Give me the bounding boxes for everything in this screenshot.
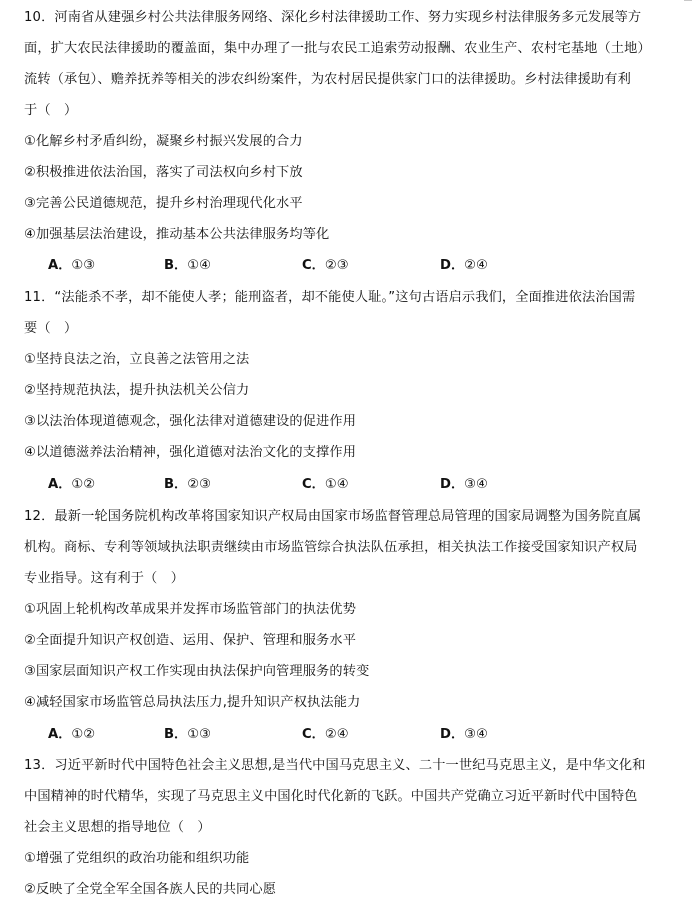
q12-stem-line-2: 机构。商标、专利等领域执法职责继续由市场监管综合执法队伍承担，相关执法工作接受国家知识产权局 xyxy=(24,540,638,555)
q12-option-a[interactable]: A．①② xyxy=(48,727,96,742)
q11-stem-line-1: 11．“法能杀不孝，却不能使人孝；能刑盗者，却不能使人耻。”这句古语启示我们，全面推进依法治国需 xyxy=(24,290,636,305)
q10-statement-1: ①化解乡村矛盾纠纷，凝聚乡村振兴发展的合力 xyxy=(24,134,303,149)
q12-statement-4: ④减轻国家市场监管总局执法压力,提升知识产权执法能力 xyxy=(24,695,361,710)
q11-option-a[interactable]: A．①② xyxy=(48,477,96,492)
q10-statement-3: ③完善公民道德规范，提升乡村治理现代化水平 xyxy=(24,196,303,211)
q10-statement-2: ②积极推进依法治国，落实了司法权向乡村下放 xyxy=(24,165,303,180)
q13-stem-line-1: 13．习近平新时代中国特色社会主义思想,是当代中国马克思主义、二十一世纪马克思主义，是中华文化和 xyxy=(24,758,646,773)
q11-statement-3: ③以法治体现道德观念，强化法律对道德建设的促进作用 xyxy=(24,414,357,429)
q10-stem-line-2: 面，扩大农民法律援助的覆盖面，集中办理了一批与农民工追索劳动报酬、农业生产、农村宅基地（土地） xyxy=(24,41,651,56)
q10-stem-line-3: 流转（承包）、赡养抚养等相关的涉农纠纷案件，为农村居民提供家门口的法律援助。乡村法律援助有利 xyxy=(24,72,631,87)
q13-statement-2: ②反映了全党全军全国各族人民的共同心愿 xyxy=(24,882,277,897)
q11-statement-4: ④以道德滋养法治精神，强化道德对法治文化的支撑作用 xyxy=(24,445,357,460)
q12-option-c[interactable]: C．②④ xyxy=(302,727,349,742)
q12-statement-2: ②全面提升知识产权创造、运用、保护、管理和服务水平 xyxy=(24,633,357,648)
q10-statement-4: ④加强基层法治建设，推动基本公共法律服务均等化 xyxy=(24,227,330,242)
q12-option-b[interactable]: B．①③ xyxy=(164,727,211,742)
top-edge-rule xyxy=(684,0,692,1)
q12-statement-3: ③国家层面知识产权工作实现由执法保护向管理服务的转变 xyxy=(24,664,370,679)
q10-option-b[interactable]: B．①④ xyxy=(164,258,211,273)
q10-option-d[interactable]: D．②④ xyxy=(440,258,488,273)
q11-option-d[interactable]: D．③④ xyxy=(440,477,488,492)
q11-stem-line-2: 要（ ） xyxy=(24,321,78,336)
q10-stem-line-1: 10．河南省从建强乡村公共法律服务网络、深化乡村法律援助工作、努力实现乡村法律服务多元发展等方 xyxy=(24,10,642,25)
q13-stem-line-3: 社会主义思想的指导地位（ ） xyxy=(24,820,211,835)
q12-stem-line-1: 12．最新一轮国务院机构改革将国家知识产权局由国家市场监督管理总局管理的国家局调整为国务院直属 xyxy=(24,509,642,524)
q10-stem-line-4: 于（ ） xyxy=(24,103,78,118)
q10-option-a[interactable]: A．①③ xyxy=(48,258,96,273)
q12-option-d[interactable]: D．③④ xyxy=(440,727,488,742)
q12-statement-1: ①巩固上轮机构改革成果并发挥市场监管部门的执法优势 xyxy=(24,602,357,617)
q13-stem-line-2: 中国精神的时代精华，实现了马克思主义中国化时代化新的飞跃。中国共产党确立习近平新时代中国特色 xyxy=(24,789,638,804)
q11-statement-2: ②坚持规范执法，提升执法机关公信力 xyxy=(24,383,250,398)
q11-option-c[interactable]: C．①④ xyxy=(302,477,349,492)
q10-option-c[interactable]: C．②③ xyxy=(302,258,349,273)
q12-stem-line-3: 专业指导。这有利于（ ） xyxy=(24,571,185,586)
q11-statement-1: ①坚持良法之治，立良善之法管用之法 xyxy=(24,352,250,367)
q13-statement-1: ①增强了党组织的政治功能和组织功能 xyxy=(24,851,250,866)
q11-option-b[interactable]: B．②③ xyxy=(164,477,211,492)
